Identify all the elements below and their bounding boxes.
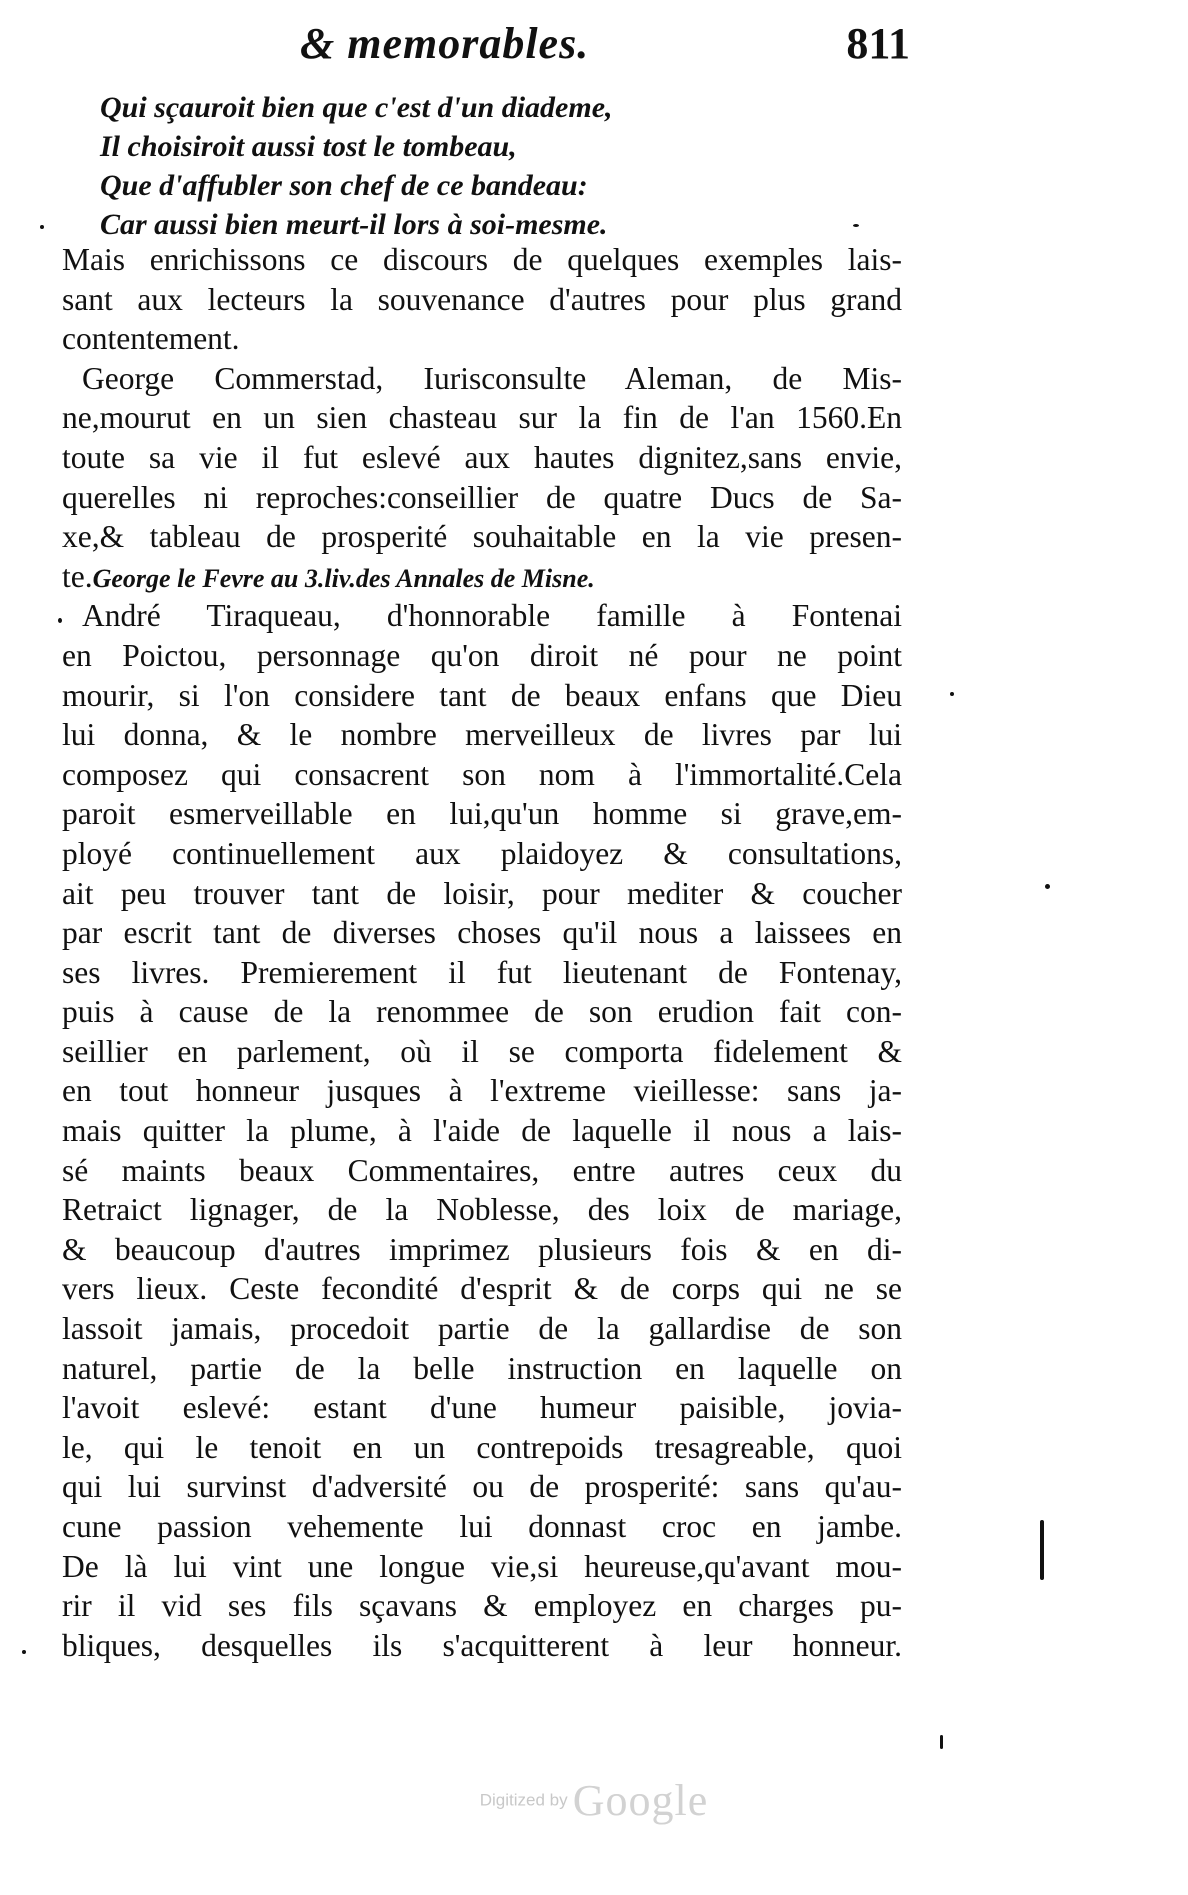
text-line: André Tiraqueau, d'honnorable famille à Fontenai <box>82 598 902 634</box>
google-logo: Google <box>572 1776 709 1825</box>
text-line: par escrit tant de diverses choses qu'il nous a laissees en <box>62 915 902 951</box>
running-head: & memorables. <box>300 19 590 68</box>
text-line: ployé continuellement aux plaidoyez & consultations, <box>62 835 902 871</box>
text-line-start: te. <box>62 558 93 594</box>
paragraph-commerstad <box>62 359 902 597</box>
text-line: querelles ni reproches:conseillier de quatre Ducs de Sa- <box>62 479 902 515</box>
digitization-watermark <box>0 1775 1188 1826</box>
text-line: & beaucoup d'autres imprimez plusieurs fois & en di- <box>62 1231 902 1267</box>
text-line: George Commerstad, Iurisconsulte Aleman, de Mis- <box>82 360 902 396</box>
text-line: sé maints beaux Commentaires, entre autres ceux du <box>62 1152 902 1188</box>
ink-speck <box>950 692 954 696</box>
text-line: xe,& tableau de prosperité souhaitable en la vie presen- <box>62 519 902 555</box>
text-line: rir il vid ses fils sçavans & employez en charges pu- <box>62 1588 902 1624</box>
paragraph-intro <box>62 240 902 359</box>
text-line: toute sa vie il fut eslevé aux hautes dignitez,sans envie, <box>62 439 902 475</box>
page-header <box>300 18 910 78</box>
text-line: en tout honneur jusques à l'extreme vieillesse: sans ja- <box>62 1073 902 1109</box>
verse-quotation <box>100 88 920 244</box>
text-line: Mais enrichissons ce discours de quelques exemples lais- <box>62 242 902 277</box>
digitized-by-label: Digitized by <box>479 1790 568 1810</box>
text-line: composez qui consacrent son nom à l'immortalité.Cela <box>62 756 902 792</box>
text-line: ait peu trouver tant de loisir, pour mediter & coucher <box>62 875 902 911</box>
ink-speck <box>22 1650 26 1654</box>
text-line: lassoit jamais, procedoit partie de la gallardise de son <box>62 1311 902 1347</box>
text-line: sant aux lecteurs la souvenance d'autres pour plus grand <box>62 281 902 317</box>
text-line: ses livres. Premierement il fut lieutenant de Fontenay, <box>62 954 902 990</box>
text-line: mais quitter la plume, à l'aide de laquelle il nous a lais- <box>62 1113 902 1149</box>
verse-line: Que d'affubler son chef de ce bandeau: <box>100 169 588 202</box>
ink-speck <box>1045 884 1050 889</box>
ink-speck <box>940 1735 943 1749</box>
text-line: puis à cause de la renommee de son erudion fait con- <box>62 994 902 1030</box>
text-line: lui donna, & le nombre merveilleux de livres par lui <box>62 717 902 753</box>
text-line: mourir, si l'on considere tant de beaux enfans que Dieu <box>62 677 902 713</box>
text-line: qui lui survinst d'adversité ou de prosperité: sans qu'au- <box>62 1469 902 1505</box>
text-line: ne,mourut en un sien chasteau sur la fin de l'an 1560.En <box>62 400 902 436</box>
text-line: bliques, desquelles ils s'acquitterent à leur honneur. <box>62 1627 902 1663</box>
text-line: le, qui le tenoit en un contrepoids tresagreable, quoi <box>62 1429 902 1465</box>
text-line: De là lui vint une longue vie,si heureuse,qu'avant mou- <box>62 1548 902 1584</box>
paragraph-tiraqueau <box>62 596 902 1665</box>
marginal-citation: George le Fevre au 3.liv.des Annales de Misne. <box>92 563 595 593</box>
text-line: naturel, partie de la belle instruction en laquelle on <box>62 1350 902 1386</box>
ink-speck <box>853 224 859 227</box>
text-line: seillier en parlement, où il se comporta fidelement & <box>62 1033 902 1069</box>
verse-line: Qui sçauroit bien que c'est d'un diademe, <box>100 91 613 124</box>
text-line: cune passion vehemente lui donnast croc en jambe. <box>62 1509 902 1544</box>
text-line: Retraict lignager, de la Noblesse, des loix de mariage, <box>62 1192 902 1228</box>
ink-speck <box>58 618 62 623</box>
text-line: contentement. <box>62 321 240 357</box>
text-line <box>62 557 902 597</box>
ink-speck <box>1040 1520 1044 1580</box>
verse-line: Car aussi bien meurt-il lors à soi-mesme. <box>100 208 608 241</box>
ink-speck <box>40 225 44 229</box>
text-line: en Poictou, personnage qu'on diroit né pour ne point <box>62 637 902 673</box>
verse-line: Il choisiroit aussi tost le tombeau, <box>100 130 517 163</box>
page-number: 811 <box>846 19 910 68</box>
text-line: paroit esmerveillable en lui,qu'un homme si grave,em- <box>62 796 902 832</box>
text-line: vers lieux. Ceste fecondité d'esprit & de corps qui ne se <box>62 1271 902 1307</box>
body-text <box>62 240 902 1665</box>
text-line: l'avoit eslevé: estant d'une humeur paisible, jovia- <box>62 1390 902 1426</box>
